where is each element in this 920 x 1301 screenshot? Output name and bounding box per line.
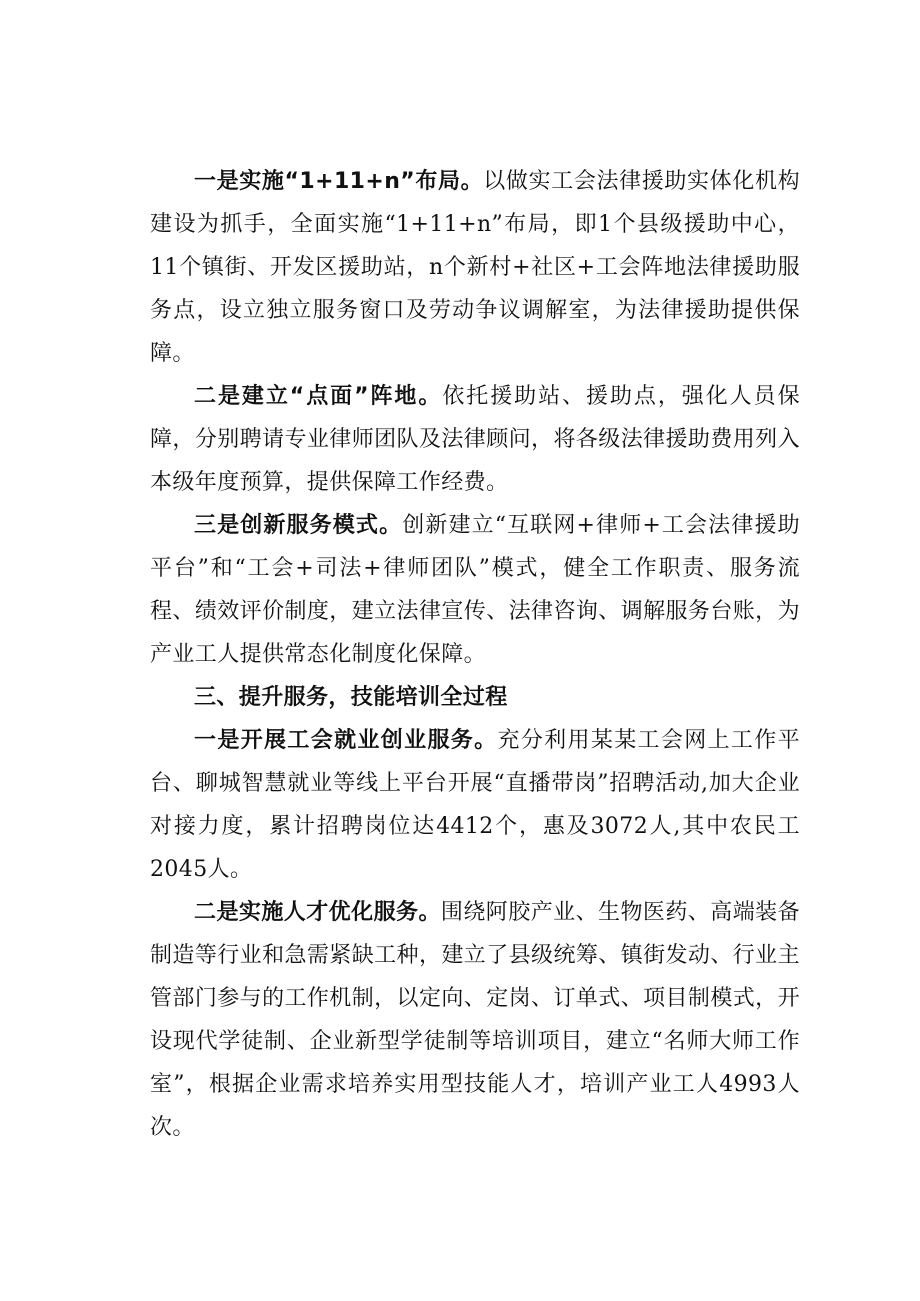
paragraph-5-lead: 二是实施人才优化服务。 (194, 900, 441, 925)
paragraph-2-body: 依托援助站、援助点，强化人员保障，分别聘请专业律师团队及法律顾问，将各级法律援助费用列入本级年度预算，提供保障工作经费。 (150, 384, 800, 495)
paragraph-3 (150, 504, 800, 676)
paragraph-2 (150, 375, 800, 504)
paragraph-4-body: 充分利用某某工会网上工作平台、聊城智慧就业等线上平台开展“直播带岗”招聘活动,加大企业对接力度，累计招聘岗位达4412个，惠及3072人,其中农民工2045人。 (150, 728, 801, 882)
paragraph-2-lead: 二是建立“点面”阵地。 (194, 384, 443, 409)
paragraph-1-body: 以做实工会法律援助实体化机构建设为抓手，全面实施“1+11+n”布局，即1个县级援助中心，11个镇街、开发区援助站，n个新村+社区+工会阵地法律援助服务点，设立独立服务窗口及劳动争议调解室，为法律援助提供保障。 (150, 169, 800, 366)
paragraph-5 (150, 891, 800, 1149)
paragraph-3-body: 创新建立“互联网+律师+工会法律援助平台”和“工会+司法+律师团队”模式，健全工作职责、服务流程、绩效评价制度，建立法律宣传、法律咨询、调解服务台账，为产业工人提供常态化制度化保障。 (150, 513, 800, 667)
section-heading: 三、提升服务，技能培训全过程 (194, 685, 508, 710)
paragraph-1 (150, 160, 800, 375)
paragraph-1-lead: 一是实施“1+11+n”布局。 (194, 169, 484, 194)
document-page (150, 160, 800, 1149)
paragraph-3-lead: 三是创新服务模式。 (194, 513, 403, 538)
paragraph-5-body: 围绕阿胶产业、生物医药、高端装备制造等行业和急需紧缺工种，建立了县级统筹、镇街发动、行业主管部门参与的工作机制，以定向、定岗、订单式、项目制模式，开设现代学徒制、企业新型学徒制等培训项目，建立“名师大师工作室”，根据企业需求培养实用型技能人才，培训产业工人4993人次。 (150, 900, 800, 1140)
paragraph-4 (150, 719, 800, 891)
paragraph-4-lead: 一是开展工会就业创业服务。 (194, 728, 498, 753)
